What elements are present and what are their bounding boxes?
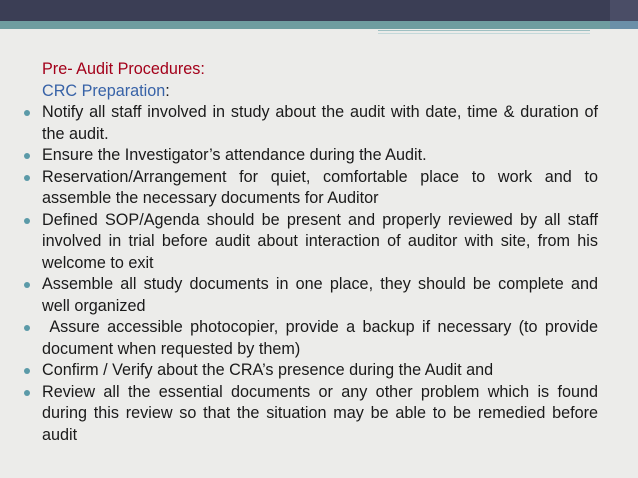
bullet-icon: [24, 390, 30, 396]
bullet-icon: [24, 110, 30, 116]
list-item: [24, 382, 598, 447]
slide-heading: Pre- Audit Procedures:: [42, 60, 205, 78]
list-item: [24, 210, 598, 275]
header-rule-secondary: [378, 33, 590, 34]
bullet-list: [42, 102, 603, 446]
list-item: [24, 145, 598, 167]
bullet-text: Review all the essential documents or any other problem which is found during this review so that the situation may be able to be remedied before audit: [42, 382, 598, 444]
list-item: [24, 274, 598, 317]
header-band-dark-accent: [610, 0, 638, 21]
header-band-dark: [0, 0, 638, 21]
bullet-icon: [24, 368, 30, 374]
bullet-text: Ensure the Investigator’s attendance during the Audit.: [42, 146, 427, 164]
bullet-text: Assemble all study documents in one place, they should be complete and well organized: [42, 275, 598, 315]
header-rule: [378, 30, 590, 31]
bullet-icon: [24, 325, 30, 331]
bullet-text: Defined SOP/Agenda should be present and properly reviewed by all staff involved in trial before audit about interaction of auditor with site, from his welcome to exit: [42, 210, 598, 272]
bullet-icon: [24, 153, 30, 159]
subheading-text: CRC Preparation: [42, 81, 166, 100]
list-item: [24, 317, 603, 360]
list-item: [24, 360, 598, 382]
bullet-icon: [24, 282, 30, 288]
slide-subheading: [42, 81, 598, 103]
header-band-teal: [0, 21, 638, 29]
list-item: [24, 167, 598, 210]
slide-body: [42, 59, 603, 446]
bullet-icon: [24, 175, 30, 181]
list-item: [24, 102, 598, 145]
bullet-text: Assure accessible photocopier, provide a backup if necessary (to provide document when requested by them): [42, 318, 603, 358]
subheading-colon: :: [165, 81, 170, 100]
bullet-text: Confirm / Verify about the CRA’s presence during the Audit and: [42, 361, 494, 379]
header-band-teal-accent: [610, 21, 638, 29]
bullet-text: Notify all staff involved in study about the audit with date, time & duration of the audit.: [42, 103, 598, 143]
bullet-text: Reservation/Arrangement for quiet, comfortable place to work and to assemble the necessary documents for Auditor: [42, 167, 598, 207]
bullet-icon: [24, 218, 30, 224]
